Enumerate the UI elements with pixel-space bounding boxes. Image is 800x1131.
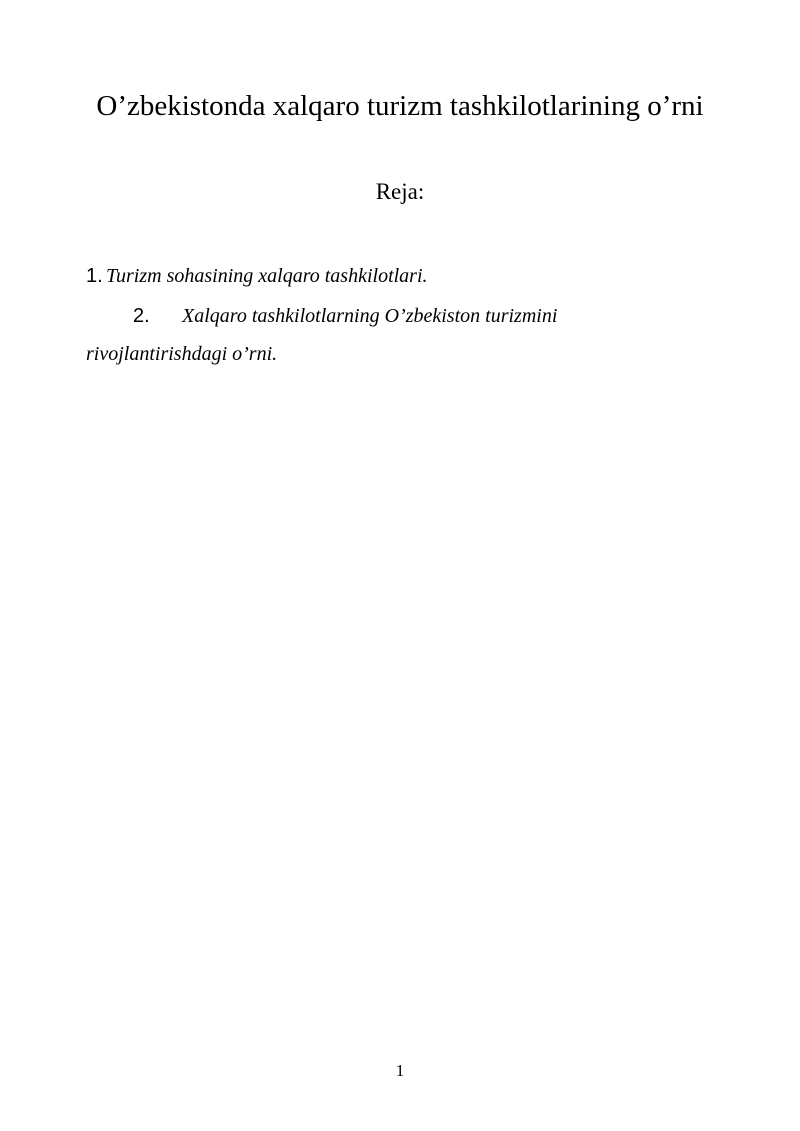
plan-item-1-number: 1. bbox=[86, 265, 103, 287]
plan-item-2-number: 2. bbox=[133, 305, 150, 327]
plan-item-2-text-line2: rivojlantirishdagi o’rni. bbox=[86, 343, 278, 365]
plan-item-1-text: Turizm sohasining xalqaro tashkilotlari. bbox=[106, 265, 428, 287]
plan-item-1 bbox=[86, 263, 428, 289]
plan-item-2-text-line1: Xalqaro tashkilotlarning O’zbekiston turizmini bbox=[182, 305, 558, 327]
page-number: 1 bbox=[395, 1061, 405, 1080]
plan-heading: Reja: bbox=[375, 179, 425, 204]
document-title: O’zbekistonda xalqaro turizm tashkilotlarining o’rni bbox=[96, 90, 704, 122]
